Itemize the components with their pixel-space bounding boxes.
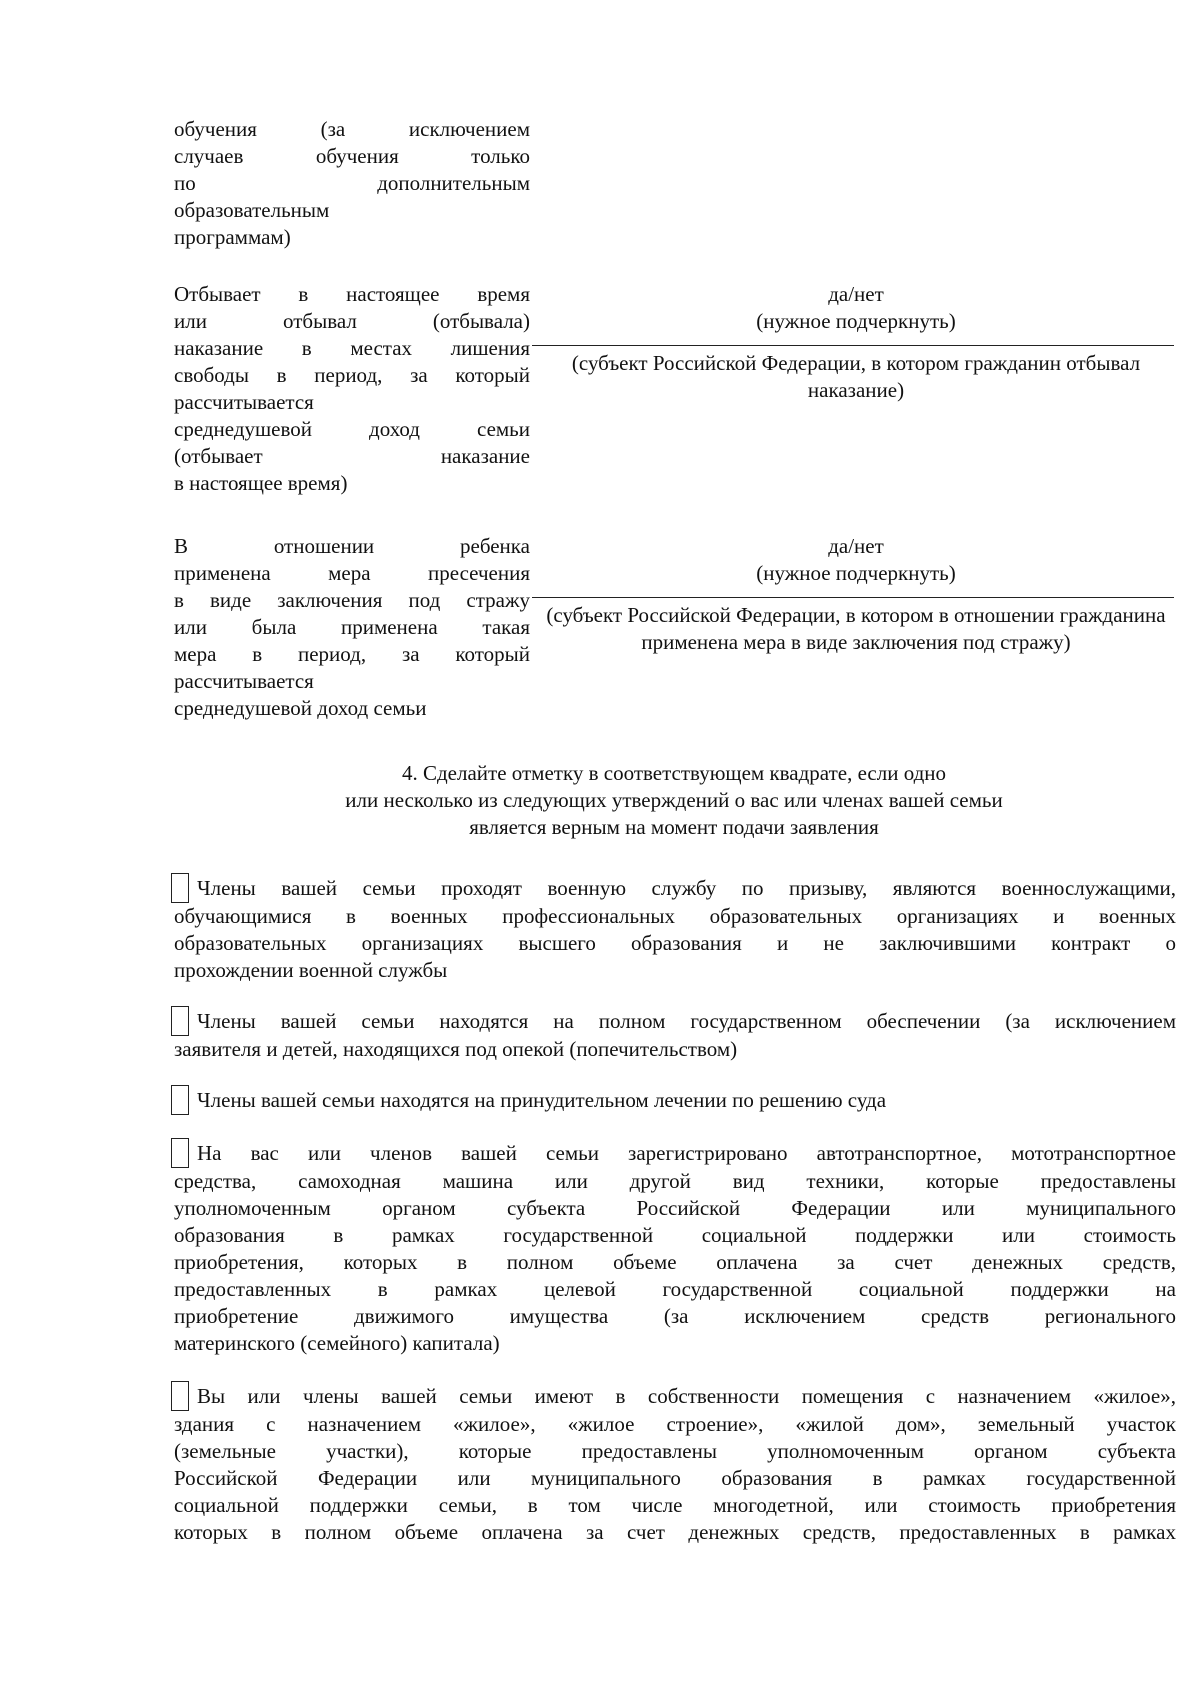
item-text: На вас или членов вашей семьи зарегистрировано автотранспортное, мототранспортное	[197, 1141, 1176, 1165]
checkbox-housing[interactable]	[171, 1381, 189, 1411]
checkbox-item-housing	[174, 1381, 1176, 1546]
custody-label	[174, 533, 530, 722]
item-text: прохождении военной службы	[174, 958, 448, 982]
item-text: которых в полном объеме оплачена за счет денежных средств, предоставленных в рамках	[174, 1520, 1176, 1544]
punishment-line: (отбывает наказание	[174, 444, 530, 468]
custody-yes-no[interactable]: да/нет	[828, 534, 884, 558]
punishment-underline-hint: (нужное подчеркнуть)	[756, 309, 956, 333]
study-line: программам)	[174, 225, 291, 249]
punishment-line: в настоящее время)	[174, 471, 348, 495]
item-text: Российской Федерации или муниципального образования в рамках государственной	[174, 1466, 1176, 1490]
custody-line: В отношении ребенка	[174, 534, 530, 558]
item-text: обучающимися в военных профессиональных образовательных организациях и военных	[174, 904, 1176, 928]
item-text: Члены вашей семьи проходят военную службу по призыву, являются военнослужащими,	[197, 876, 1176, 900]
punishment-line: свободы в период, за который	[174, 363, 530, 387]
punishment-answer	[538, 281, 1174, 404]
item-text: Члены вашей семьи находятся на принудительном лечении по решению суда	[197, 1088, 887, 1112]
item-text: Вы или члены вашей семьи имеют в собственности помещения с назначением «жилое»,	[197, 1384, 1176, 1408]
study-line: случаев обучения только	[174, 144, 530, 168]
study-line: образовательным	[174, 198, 330, 222]
item-text: предоставленных в рамках целевой государственной социальной поддержки на	[174, 1277, 1176, 1301]
custody-line: или была применена такая	[174, 615, 530, 639]
item-text: Члены вашей семьи находятся на полном государственном обеспечении (за исключением	[197, 1009, 1176, 1033]
punishment-label	[174, 281, 530, 497]
checkbox-vehicles[interactable]	[171, 1138, 189, 1168]
item-text: материнского (семейного) капитала)	[174, 1331, 500, 1355]
checkbox-item-vehicles	[174, 1138, 1176, 1357]
custody-line: мера в период, за который	[174, 642, 530, 666]
punishment-yes-no[interactable]: да/нет	[828, 282, 884, 306]
punishment-line: среднедушевой доход семьи	[174, 417, 530, 441]
checkbox-item-military	[174, 873, 1176, 984]
checkbox-state-support[interactable]	[171, 1006, 189, 1036]
section4-heading-line: является верным на момент подачи заявления	[469, 815, 879, 839]
punishment-subject-caption: (субъект Российской Федерации, в котором гражданин отбывал наказание)	[571, 351, 1141, 402]
punishment-subject-field[interactable]	[532, 345, 1174, 346]
punishment-line: рассчитывается	[174, 390, 314, 414]
custody-line: применена мера пресечения	[174, 561, 530, 585]
checkbox-military[interactable]	[171, 873, 189, 903]
custody-line: среднедушевой доход семьи	[174, 696, 427, 720]
study-label	[174, 116, 530, 251]
item-text: здания с назначением «жилое», «жилое строение», «жилой дом», земельный участок	[174, 1412, 1176, 1436]
item-text: заявителя и детей, находящихся под опекой (попечительством)	[174, 1037, 738, 1061]
item-text: (земельные участки), которые предоставлены уполномоченным органом субъекта	[174, 1439, 1176, 1463]
custody-underline-hint: (нужное подчеркнуть)	[756, 561, 956, 585]
punishment-line: или отбывал (отбывала)	[174, 309, 530, 333]
checkbox-treatment[interactable]	[171, 1085, 189, 1115]
custody-answer	[538, 533, 1174, 656]
section4-heading	[174, 760, 1174, 841]
punishment-line: Отбывает в настоящее время	[174, 282, 530, 306]
punishment-line: наказание в местах лишения	[174, 336, 530, 360]
item-text: приобретение движимого имущества (за исключением средств регионального	[174, 1304, 1176, 1328]
item-text: уполномоченным органом субъекта Российской Федерации или муниципального	[174, 1196, 1176, 1220]
custody-line: в виде заключения под стражу	[174, 588, 530, 612]
item-text: образовательных организациях высшего образования и не заключившими контракт о	[174, 931, 1176, 955]
item-text: образования в рамках государственной социальной поддержки или стоимость	[174, 1223, 1176, 1247]
section4-heading-line: 4. Сделайте отметку в соответствующем квадрате, если одно	[401, 761, 947, 785]
study-line: по дополнительным	[174, 171, 530, 195]
custody-subject-field[interactable]	[532, 597, 1174, 598]
checkbox-item-state-support	[174, 1006, 1176, 1063]
item-text: средства, самоходная машина или другой вид техники, которые предоставлены	[174, 1169, 1176, 1193]
custody-line: рассчитывается	[174, 669, 314, 693]
study-line: обучения (за исключением	[174, 117, 530, 141]
item-text: приобретения, которых в полном объеме оплачена за счет денежных средств,	[174, 1250, 1176, 1274]
section4-heading-line: или несколько из следующих утверждений о вас или членах вашей семьи	[345, 788, 1003, 812]
item-text: социальной поддержки семьи, в том числе многодетной, или стоимость приобретения	[174, 1493, 1176, 1517]
checkbox-item-treatment	[174, 1085, 1176, 1115]
custody-subject-caption: (субъект Российской Федерации, в котором в отношении гражданина применена мера в виде заключения под стражу)	[546, 603, 1166, 654]
